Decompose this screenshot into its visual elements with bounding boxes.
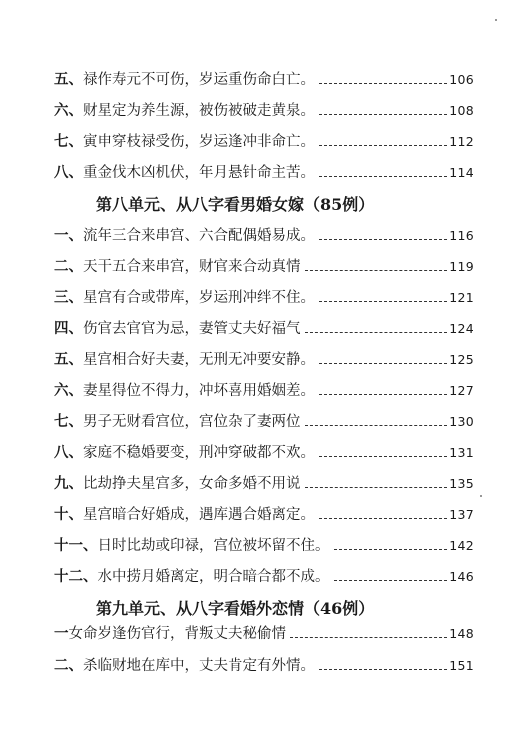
toc-entry-number: 六、 [54, 382, 83, 399]
section-heading: 第八单元、从八字看男婚女嫁（85例） [96, 195, 375, 214]
toc-entry-page: 119 [449, 259, 474, 274]
toc-entry-number: 二、 [54, 258, 83, 275]
leader-dots [319, 82, 447, 84]
leader-dots [334, 579, 448, 581]
toc-entry-number: 二、 [54, 657, 83, 674]
toc-entry-page: 121 [449, 290, 474, 305]
toc-entry-title: 星宫暗合好婚成，遇库遇合婚离定。 [83, 507, 315, 523]
toc-entry-title: 重金伐木凶机伏，年月悬针命主苦。 [83, 165, 315, 181]
toc-entry[interactable] [54, 622, 474, 646]
leader-dots [305, 486, 448, 488]
toc-entry-page: 125 [449, 352, 474, 367]
scan-speck [495, 19, 497, 21]
toc-entry[interactable] [54, 503, 474, 527]
toc-entry-title: 伤官去官官为忌，妻管丈夫好福气 [83, 321, 301, 337]
toc-entry-title: 男子无财看宫位，宫位杂了妻两位 [83, 414, 301, 430]
toc-entry-page: 114 [449, 165, 474, 180]
toc-entry-page: 142 [449, 538, 474, 553]
toc-entry[interactable] [54, 654, 474, 678]
toc-entry-title: 家庭不稳婚要变，刑冲穿破都不欢。 [83, 445, 315, 461]
leader-dots [319, 455, 447, 457]
toc-entry[interactable] [54, 348, 474, 372]
toc-entry-title: 禄作寿元不可伤，岁运重伤命白亡。 [83, 72, 315, 88]
leader-dots [319, 144, 447, 146]
toc-entry-title: 财星定为养生源，被伤被破走黄泉。 [83, 103, 315, 119]
toc-entry-number: 八、 [54, 444, 83, 461]
toc-entry-title: 流年三合来串宫、六合配偶婚易成。 [83, 228, 315, 244]
toc-entry-page: 135 [449, 476, 474, 491]
leader-dots [305, 331, 448, 333]
toc-entry-title: 水中捞月婚离定，明合暗合都不成。 [97, 569, 330, 585]
leader-dots [319, 238, 447, 240]
leader-dots [319, 517, 447, 519]
toc-entry-number: 十一、 [54, 537, 98, 554]
toc-entry-title: 寅申穿枝禄受伤，岁运逢冲非命亡。 [83, 134, 315, 150]
toc-entry-number: 七、 [54, 133, 83, 150]
toc-entry-number: 十、 [54, 506, 83, 523]
toc-entry-number: 八、 [54, 164, 83, 181]
toc-entry-page: 148 [449, 626, 474, 641]
toc-entry-number: 十二、 [54, 568, 98, 585]
toc-entry-number: 五、 [54, 71, 83, 88]
toc-entry[interactable] [54, 255, 474, 279]
toc-entry[interactable] [54, 441, 474, 465]
toc-entry-page: 130 [449, 414, 474, 429]
toc-entry-number: 一、 [54, 227, 83, 244]
leader-dots [334, 548, 448, 550]
toc-entry[interactable] [54, 379, 474, 403]
leader-dots [319, 393, 447, 395]
leader-dots [319, 175, 447, 177]
toc-entry-title: 星宫有合或带库，岁运刑冲绊不住。 [83, 290, 315, 306]
toc-entry[interactable] [54, 534, 474, 558]
toc-entry-page: 116 [449, 228, 474, 243]
toc-entry-title: 日时比劫或印禄，宫位被坏留不住。 [97, 538, 330, 554]
toc-entry[interactable] [54, 130, 474, 154]
toc-entry[interactable] [54, 99, 474, 123]
toc-entry-page: 131 [449, 445, 474, 460]
toc-entry-number: 四、 [54, 320, 83, 337]
leader-dots [319, 113, 447, 115]
toc-entry[interactable] [54, 565, 474, 589]
leader-dots [319, 362, 447, 364]
toc-entry-page: 124 [449, 321, 474, 336]
leader-dots [319, 668, 447, 670]
toc-entry-number: 三、 [54, 289, 83, 306]
toc-entry-number: 五、 [54, 351, 83, 368]
leader-dots [305, 424, 448, 426]
toc-entry-page: 112 [449, 134, 474, 149]
toc-entry-page: 137 [449, 507, 474, 522]
toc-entry-page: 151 [449, 658, 474, 673]
toc-entry-number: 六、 [54, 102, 83, 119]
scan-speck [480, 495, 482, 497]
toc-entry[interactable] [54, 286, 474, 310]
toc-entry-page: 146 [449, 569, 474, 584]
toc-entry-number: 九、 [54, 475, 83, 492]
leader-dots [290, 636, 447, 638]
toc-entry-title: 妻星得位不得力，冲坏喜用婚姻差。 [83, 383, 315, 399]
toc-entry-title: 杀临财地在库中，丈夫肯定有外情。 [83, 658, 315, 674]
toc-entry-title: 星宫相合好夫妻，无刑无冲要安静。 [83, 352, 315, 368]
toc-entry[interactable] [54, 317, 474, 341]
toc-entry-number: 一 [54, 625, 69, 642]
toc-entry[interactable] [54, 224, 474, 248]
section-heading: 第九单元、从八字看婚外恋情（46例） [96, 599, 375, 618]
toc-entry-title: 天干五合来串宫，财官来合动真情 [83, 259, 301, 275]
toc-entry-title: 比劫挣夫星宫多，女命多婚不用说 [83, 476, 301, 492]
toc-entry[interactable] [54, 161, 474, 185]
toc-entry[interactable] [54, 410, 474, 434]
toc-entry-title: 女命岁逢伤官行，背叛丈夫秘偷情 [68, 626, 286, 642]
toc-entry-number: 七、 [54, 413, 83, 430]
leader-dots [305, 269, 448, 271]
toc-entry[interactable] [54, 68, 474, 92]
toc-entry[interactable] [54, 472, 474, 496]
toc-entry-page: 108 [449, 103, 474, 118]
leader-dots [319, 300, 447, 302]
toc-entry-page: 127 [449, 383, 474, 398]
toc-entry-page: 106 [449, 72, 474, 87]
